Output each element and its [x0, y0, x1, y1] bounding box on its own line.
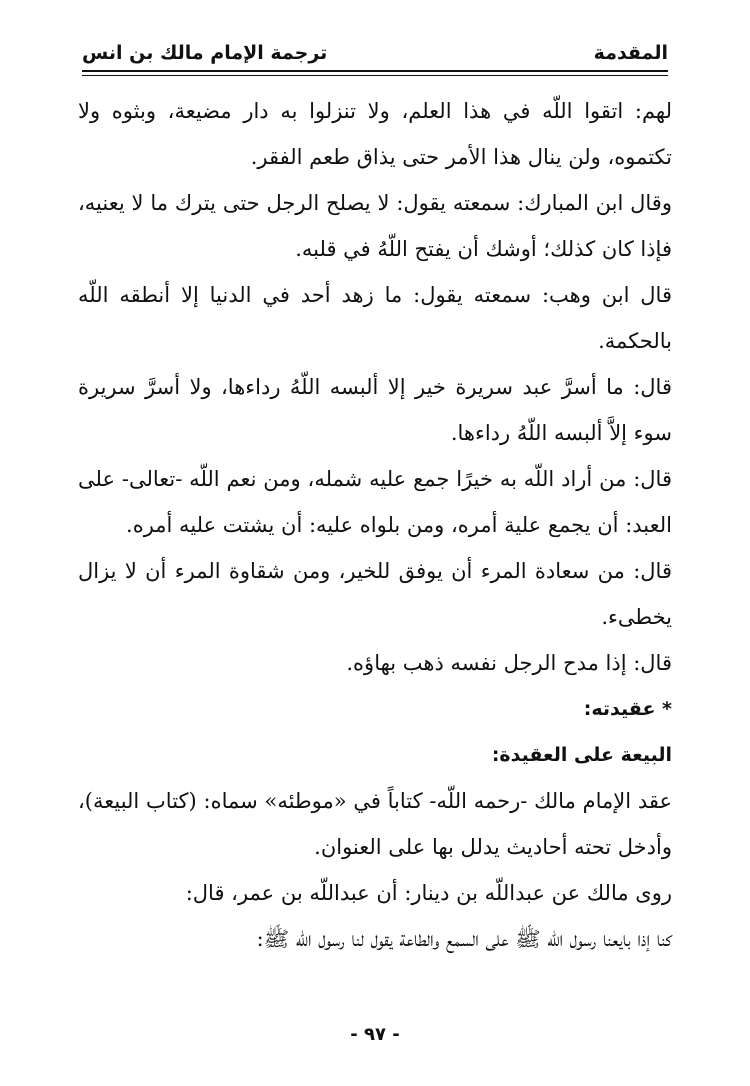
paragraph: قال: من سعادة المرء أن يوفق للخير، ومن شقاوة المرء أن لا يزال يخطىء. — [78, 559, 672, 629]
paragraph: وقال ابن المبارك: سمعته يقول: لا يصلح الرجل حتى يترك ما لا يعنيه، فإذا كان كذلك؛ أوشك أن يفتح اللّهُ في قلبه. — [78, 191, 672, 261]
paragraph: عقد الإمام مالك -رحمه اللّه- كتاباً في «موطئه» سماه: (كتاب البيعة)، وأدخل تحته أحاديث يدلل بها على العنوان. — [78, 789, 672, 859]
paragraph: قال: من أراد اللّه به خيرًا جمع عليه شمله، ومن نعم اللّه -تعالى- على العبد: أن يجمع علية أمره، ومن بلواه عليه: أن يشتت عليه أمره. — [78, 467, 672, 537]
paragraph: روى مالك عن عبداللّه بن دينار: أن عبداللّه بن عمر، قال: — [185, 881, 672, 905]
paragraph: لهم: اتقوا اللّه في هذا العلم، ولا تنزلوا به دار مضيعة، وبثوه ولا تكتموه، ولن ينال هذا الأمر حتى يذاق طعم الفقر. — [78, 99, 672, 169]
paragraph: قال ابن وهب: سمعته يقول: ما زهد أحد في الدنيا إلا أنطقه اللّه بالحكمة. — [78, 283, 672, 353]
running-header — [82, 38, 668, 72]
page-number: - ٩٧ - — [350, 1024, 400, 1045]
header-book-title: ترجمة الإمام مالك بن انس — [82, 42, 328, 64]
body-text — [78, 88, 672, 962]
header-section-title: المقدمة — [593, 42, 668, 64]
subheading-pledge: البيعة على العقيدة: — [491, 744, 672, 766]
paragraph: قال: إذا مدح الرجل نفسه ذهب بهاؤه. — [346, 651, 672, 675]
section-heading-creed: * عقيدته: — [583, 698, 672, 720]
paragraph: كنا إذا بايعنا رسول اللّه ﷺ على السمع والطاعة يقول لنا رسول اللّه ﷺ: — [256, 927, 672, 951]
header-rule — [82, 75, 668, 76]
paragraph: قال: ما أسرَّ عبد سريرة خير إلا ألبسه اللّهُ رداءها، ولا أسرَّ سريرة سوء إلاَّ ألبسه اللّهُ رداءها. — [78, 375, 672, 445]
